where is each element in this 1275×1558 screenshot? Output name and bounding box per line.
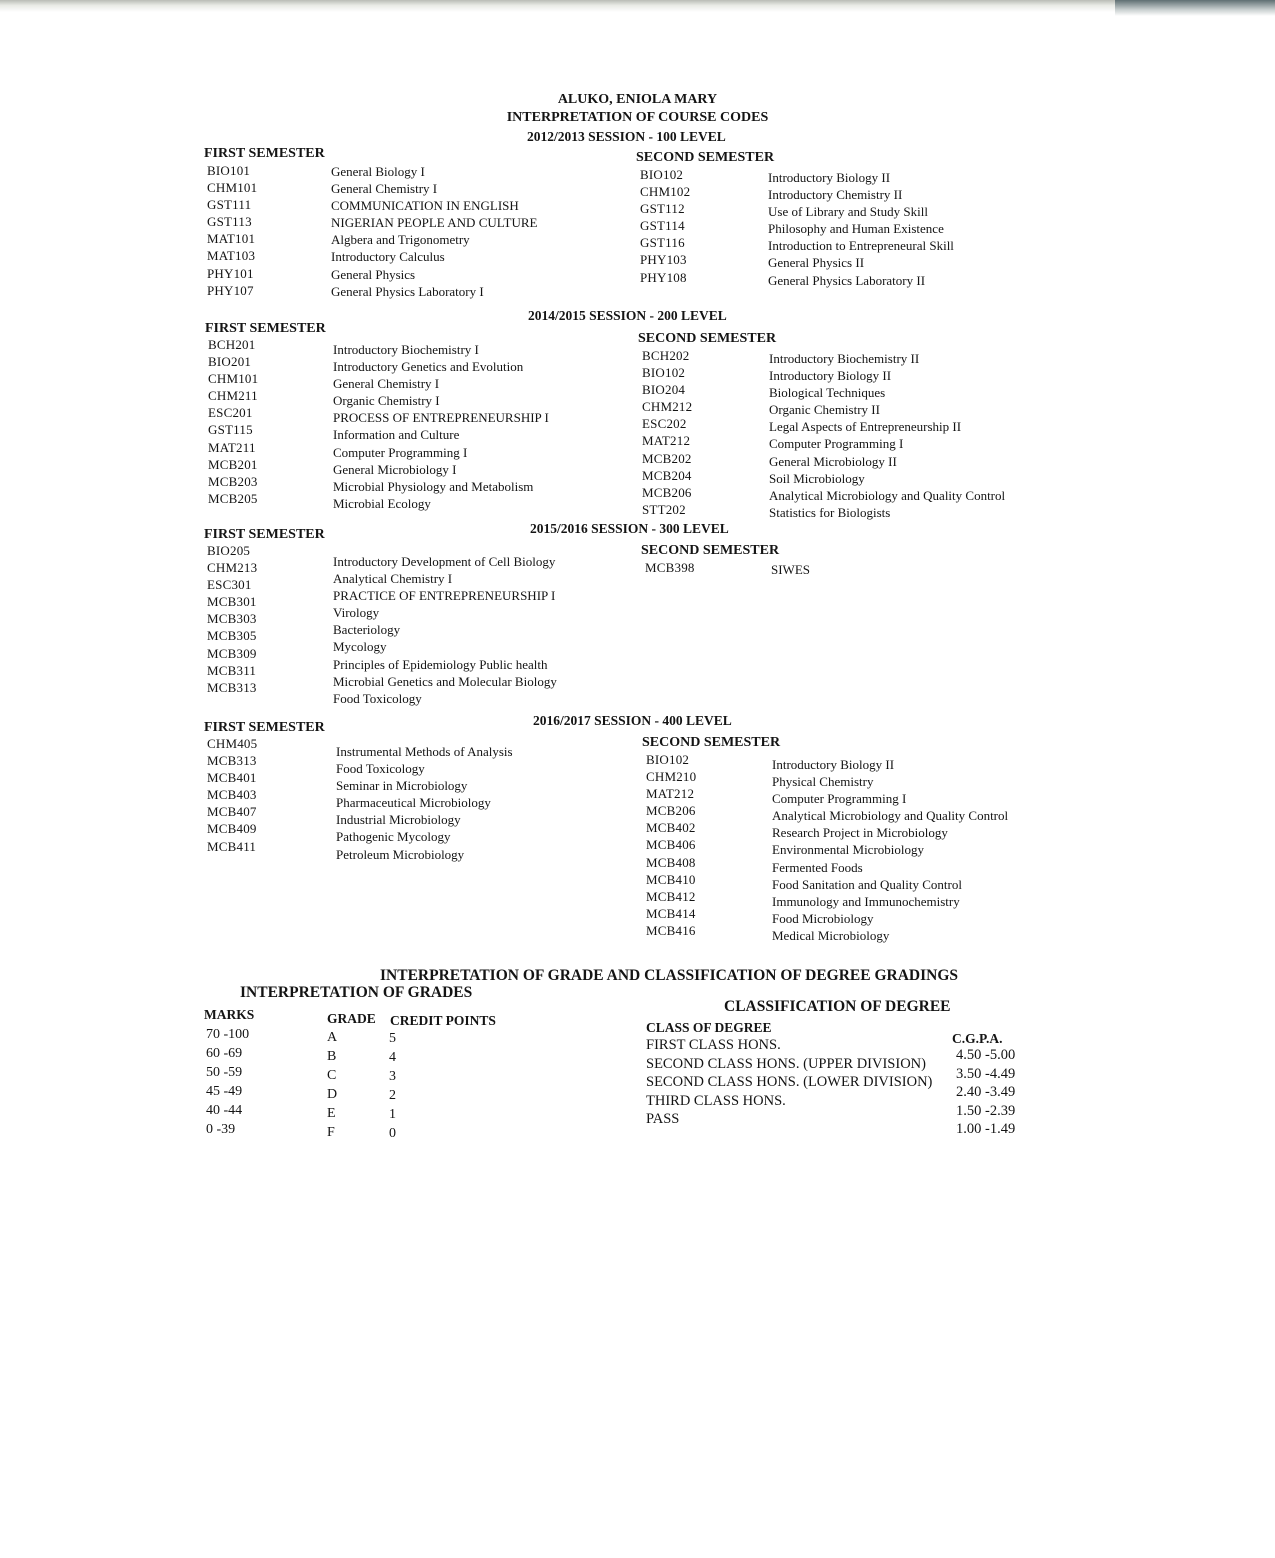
course-title: SIWES <box>771 562 810 577</box>
course-code: GST111 <box>207 197 252 213</box>
cgpa-range: 4.50 -5.00 <box>956 1047 1016 1063</box>
course-code: GST114 <box>640 218 685 234</box>
course-title: Immunology and Immunochemistry <box>772 893 960 909</box>
course-code: CHM405 <box>207 736 258 751</box>
course-title: Introductory Biochemistry I <box>333 342 479 357</box>
grade-letter: E <box>327 1106 336 1121</box>
marks-column <box>206 1025 249 1139</box>
cgpa-range: 3.50 -4.49 <box>956 1065 1016 1082</box>
course-code: MCB204 <box>642 467 692 483</box>
marks-value: 0 -39 <box>206 1122 236 1137</box>
course-title: Computer Programming I <box>769 436 904 452</box>
marks-value: 70 -100 <box>206 1027 250 1042</box>
course-code: MCB303 <box>207 611 257 627</box>
marks-value: 60 -69 <box>206 1046 243 1061</box>
grade-letter: C <box>327 1068 337 1083</box>
course-title: Legal Aspects of Entrepreneurship II <box>769 419 962 435</box>
course-code: BIO204 <box>642 382 686 398</box>
grades-title: INTERPRETATION OF GRADES <box>240 984 473 1001</box>
course-code: MCB206 <box>642 484 692 500</box>
course-code: MCB402 <box>646 820 696 836</box>
cgpa-range: 1.50 -2.39 <box>956 1102 1016 1119</box>
course-title: Principles of Epidemiology Public health <box>333 656 548 672</box>
course-title: Algbera and Trigonometry <box>331 232 470 248</box>
session-title: 2016/2017 SESSION - 400 LEVEL <box>533 713 732 728</box>
course-title: Microbial Ecology <box>333 495 431 511</box>
course-code-list <box>207 542 257 696</box>
course-code-list <box>642 347 692 518</box>
first-semester-heading: FIRST SEMESTER <box>204 146 325 161</box>
course-title-list <box>333 553 557 707</box>
course-code: CHM213 <box>207 560 258 576</box>
course-title: Microbial Genetics and Molecular Biology <box>333 673 557 689</box>
course-title: Philosophy and Human Existence <box>768 221 944 237</box>
course-code: MCB313 <box>207 679 257 695</box>
course-title: Food Toxicology <box>333 690 422 706</box>
course-code: MCB202 <box>642 450 692 466</box>
course-title: Pathogenic Mycology <box>336 829 451 845</box>
course-code: MCB206 <box>646 803 696 819</box>
course-title: Environmental Microbiology <box>772 842 925 858</box>
course-title: PROCESS OF ENTREPRENEURSHIP I <box>333 410 549 426</box>
degree-class: PASS <box>646 1111 680 1127</box>
course-title: Food Microbiology <box>772 910 874 926</box>
second-semester-heading: SECOND SEMESTER <box>636 150 775 165</box>
course-code: MCB406 <box>646 837 696 853</box>
student-name: ALUKO, ENIOLA MARY <box>557 92 718 107</box>
course-title: COMMUNICATION IN ENGLISH <box>331 198 519 214</box>
second-semester-heading: SECOND SEMESTER <box>642 735 781 750</box>
course-code: MCB205 <box>208 490 258 506</box>
course-code: CHM212 <box>642 399 693 415</box>
course-code: PHY101 <box>207 265 254 281</box>
course-title: NIGERIAN PEOPLE AND CULTURE <box>331 215 538 231</box>
course-code: MAT101 <box>207 231 256 247</box>
grading-title: INTERPRETATION OF GRADE AND CLASSIFICATION OF DEGREE GRADINGS <box>380 967 959 984</box>
course-title: Introductory Chemistry II <box>768 187 903 203</box>
course-title: Introductory Biology II <box>772 757 895 772</box>
course-code: MCB309 <box>207 645 257 661</box>
course-code-list <box>646 751 696 939</box>
course-title: Petroleum Microbiology <box>336 846 465 862</box>
course-title: Statistics for Biologists <box>769 504 891 520</box>
course-code: ESC201 <box>208 405 253 421</box>
course-title: Bacteriology <box>333 622 401 638</box>
course-code: GST112 <box>640 201 685 217</box>
course-title: General Chemistry I <box>331 181 438 197</box>
cgpa-range: 2.40 -3.49 <box>956 1084 1016 1100</box>
session-title: 2014/2015 SESSION - 200 LEVEL <box>528 308 727 323</box>
course-code: MCB401 <box>207 770 257 786</box>
course-code-list <box>640 166 690 286</box>
course-title: Biological Techniques <box>769 385 886 401</box>
credit-point: 3 <box>389 1069 396 1084</box>
grade-column <box>327 1028 337 1142</box>
second-semester-heading: SECOND SEMESTER <box>638 331 777 346</box>
course-code: BCH202 <box>642 348 690 363</box>
course-code: BIO201 <box>208 354 252 370</box>
course-code: GST113 <box>207 214 252 230</box>
course-code: GST115 <box>208 422 253 438</box>
course-title: Fermented Foods <box>772 859 863 875</box>
course-code: CHM211 <box>208 388 258 404</box>
course-title: Food Toxicology <box>336 761 425 777</box>
course-code: MCB409 <box>207 821 257 837</box>
classification-title: CLASSIFICATION OF DEGREE <box>724 998 951 1015</box>
grade-letter: B <box>327 1049 337 1064</box>
course-title-list <box>772 756 1008 944</box>
course-code: PHY103 <box>640 252 687 268</box>
course-title: Computer Programming I <box>333 444 468 460</box>
course-code: CHM210 <box>646 769 697 785</box>
course-code: ESC301 <box>207 577 252 593</box>
cgpa-range: 1.00 -1.49 <box>956 1121 1016 1137</box>
course-code: CHM101 <box>207 180 258 196</box>
course-code: GST116 <box>640 235 685 251</box>
marks-value: 40 -44 <box>206 1103 243 1118</box>
course-title: Instrumental Methods of Analysis <box>336 744 513 759</box>
course-code: MCB412 <box>646 888 696 904</box>
course-title: Microbial Physiology and Metabolism <box>333 478 534 494</box>
grade-column-header: GRADE <box>327 1011 376 1026</box>
course-title: Physical Chemistry <box>772 774 874 790</box>
marks-value: 50 -59 <box>206 1065 243 1080</box>
course-title-list <box>768 169 954 289</box>
first-semester-heading: FIRST SEMESTER <box>205 321 326 336</box>
second-semester-heading: SECOND SEMESTER <box>641 543 780 558</box>
course-title-list <box>771 561 810 578</box>
course-code-list <box>208 336 258 507</box>
course-title: Research Project in Microbiology <box>772 825 948 841</box>
course-code: BIO101 <box>207 163 251 178</box>
credit-point: 4 <box>389 1050 396 1065</box>
course-title: Seminar in Microbiology <box>336 778 468 794</box>
course-code-list <box>207 162 257 299</box>
credit-points-column-header: CREDIT POINTS <box>390 1013 496 1028</box>
first-semester-heading: FIRST SEMESTER <box>204 720 325 735</box>
course-code: BIO102 <box>640 167 684 182</box>
course-title-list <box>769 350 1005 521</box>
course-title: General Microbiology I <box>333 461 457 477</box>
credit-point: 0 <box>389 1126 396 1141</box>
degree-class: SECOND CLASS HONS. (LOWER DIVISION) <box>646 1074 933 1090</box>
course-code: MAT212 <box>642 433 691 449</box>
course-title: Food Sanitation and Quality Control <box>772 876 962 892</box>
course-code: MCB408 <box>646 854 696 870</box>
course-code-list <box>207 735 257 855</box>
course-code: MCB398 <box>645 560 695 575</box>
course-code: MAT103 <box>207 248 256 264</box>
grade-letter: A <box>327 1030 338 1045</box>
course-code: BIO102 <box>642 365 686 381</box>
course-code: STT202 <box>642 501 686 517</box>
grade-letter: D <box>327 1087 338 1102</box>
course-title: Introduction to Entrepreneural Skill <box>768 238 954 254</box>
course-title: Information and Culture <box>333 427 460 443</box>
course-title: General Microbiology II <box>769 453 897 469</box>
course-code: MCB301 <box>207 594 257 610</box>
course-code: MCB410 <box>646 871 696 887</box>
course-title: Industrial Microbiology <box>336 812 461 828</box>
course-code: MCB305 <box>207 628 257 644</box>
course-code-list <box>645 559 695 576</box>
course-title: Organic Chemistry I <box>333 393 440 409</box>
course-title: General Physics Laboratory II <box>768 272 926 288</box>
course-code: MCB203 <box>208 473 258 489</box>
credit-points-column <box>389 1029 396 1143</box>
course-title: Introductory Biology II <box>768 170 891 185</box>
course-title: PRACTICE OF ENTREPRENEURSHIP I <box>333 588 556 604</box>
session-title: 2012/2013 SESSION - 100 LEVEL <box>527 129 726 144</box>
class-of-degree-column-header: CLASS OF DEGREE <box>646 1020 772 1035</box>
course-title: General Chemistry I <box>333 376 440 392</box>
course-code: MCB313 <box>207 753 257 769</box>
course-title-list <box>333 341 549 512</box>
course-title-list <box>336 743 513 863</box>
course-code: BIO102 <box>646 752 690 767</box>
course-title: Introductory Calculus <box>331 249 445 265</box>
credit-point: 1 <box>389 1107 396 1122</box>
class-of-degree-column <box>646 1036 932 1129</box>
cgpa-column <box>956 1046 1015 1139</box>
course-code: ESC202 <box>642 416 687 432</box>
course-code: PHY108 <box>640 269 687 285</box>
course-code: MCB407 <box>207 804 257 820</box>
first-semester-heading: FIRST SEMESTER <box>204 527 325 542</box>
course-title: Introductory Genetics and Evolution <box>333 359 524 375</box>
course-title: Introductory Biology II <box>769 368 892 384</box>
course-title: General Physics <box>331 266 416 282</box>
course-title: Use of Library and Study Skill <box>768 204 928 220</box>
course-title: Mycology <box>333 639 387 655</box>
marks-value: 45 -49 <box>206 1084 243 1099</box>
course-code: MCB403 <box>207 787 257 803</box>
course-title: Pharmaceutical Microbiology <box>336 795 491 811</box>
course-title-list <box>331 163 537 300</box>
course-title: Virology <box>333 605 380 621</box>
course-title: Analytical Microbiology and Quality Control <box>769 487 1006 503</box>
course-code: MAT212 <box>646 786 695 802</box>
course-code: CHM102 <box>640 184 691 200</box>
credit-point: 5 <box>389 1031 396 1046</box>
degree-class: SECOND CLASS HONS. (UPPER DIVISION) <box>646 1055 926 1072</box>
scan-corner-shadow <box>1115 0 1275 16</box>
credit-point: 2 <box>389 1088 396 1103</box>
course-title: Computer Programming I <box>772 791 907 807</box>
course-code: MAT211 <box>208 439 256 455</box>
course-code: MCB416 <box>646 922 696 938</box>
course-title: Organic Chemistry II <box>769 402 880 418</box>
course-title: Introductory Biochemistry II <box>769 351 920 366</box>
marks-column-header: MARKS <box>204 1007 255 1022</box>
course-title: General Physics II <box>768 255 865 271</box>
course-title: General Physics Laboratory I <box>331 283 484 299</box>
course-code: MCB311 <box>207 662 257 678</box>
course-code: MCB411 <box>207 838 257 854</box>
course-code: BCH201 <box>208 337 256 352</box>
document-title: INTERPRETATION OF COURSE CODES <box>506 110 769 125</box>
course-title: Analytical Chemistry I <box>333 571 453 587</box>
course-title: General Biology I <box>331 164 425 179</box>
grade-letter: F <box>327 1125 335 1140</box>
course-code: MCB201 <box>208 456 258 472</box>
course-code: PHY107 <box>207 282 254 298</box>
degree-class: THIRD CLASS HONS. <box>646 1092 786 1109</box>
course-code: CHM101 <box>208 371 259 387</box>
course-title: Analytical Microbiology and Quality Control <box>772 808 1009 824</box>
course-code: BIO205 <box>207 543 251 558</box>
session-title: 2015/2016 SESSION - 300 LEVEL <box>530 521 729 536</box>
scan-top-edge <box>0 0 1275 12</box>
degree-class: FIRST CLASS HONS. <box>646 1037 781 1053</box>
course-title: Medical Microbiology <box>772 927 890 943</box>
cgpa-column-header: C.G.P.A. <box>952 1031 1003 1046</box>
course-title: Introductory Development of Cell Biology <box>333 554 556 569</box>
course-code: MCB414 <box>646 905 696 921</box>
course-title: Soil Microbiology <box>769 470 865 486</box>
